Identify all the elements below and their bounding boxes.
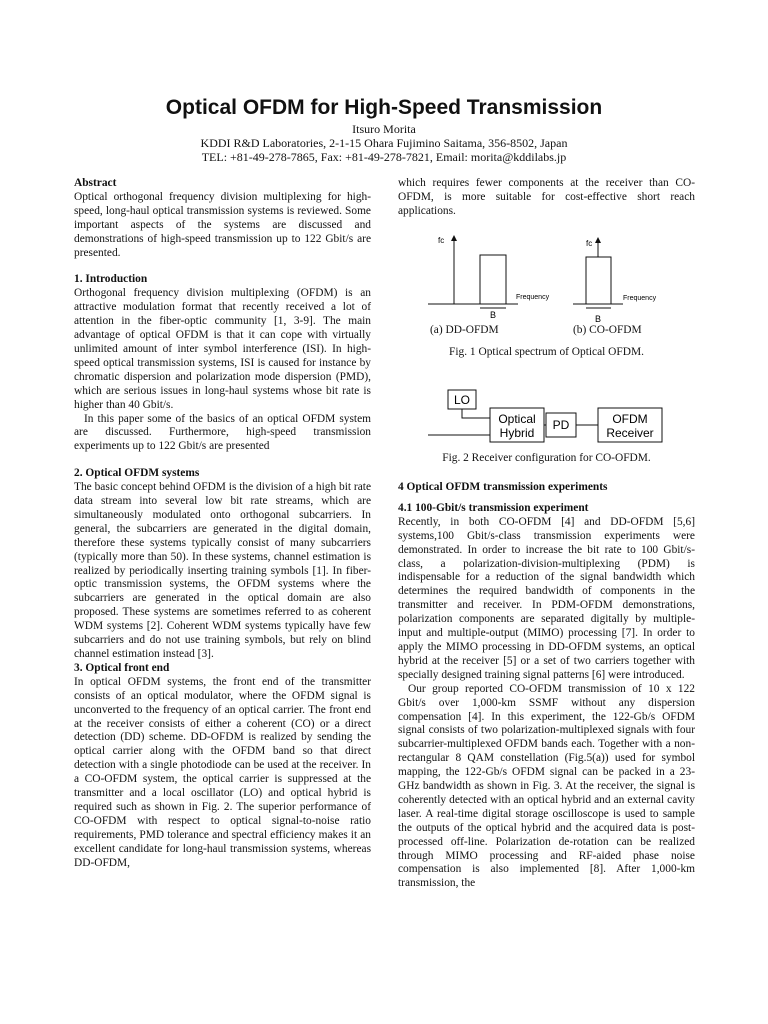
fig1a-ofdm-band [480,255,506,304]
right-intro [398,177,695,219]
lo-label: LO [453,393,471,407]
hybrid-label-2: Hybrid [499,426,535,440]
experiments-heading: 4 Optical OFDM transmission experiments [398,481,608,493]
receiver-label-2: Receiver [606,426,654,440]
receiver-label-1: OFDM [612,412,648,426]
experiments-sub-heading: 4.1 100-Gbit/s transmission experiment [398,501,589,514]
hybrid-label-1: Optical [498,412,536,426]
fig1b-frequency-label: Frequency [623,295,657,302]
pd-label: PD [552,418,570,432]
right-intro-text: which requires fewer components at the receiver than CO-OFDM, is more suitable for cost-effective short reach applications. [398,177,695,217]
abstract-text: Optical orthogonal frequency division multiplexing for high-speed, long-haul optical transmission systems is reviewed. Some important aspects of the systems are discussed and demonstrations of high-speed transmission up to 122 Gbit/s are presented. [74,190,371,259]
author: Itsuro Morita [352,122,416,136]
fig1a-fc-label: fc [438,236,445,245]
fig1-sub-a: (a) DD-OFDM [430,324,499,336]
fig1a-frequency-label: Frequency [516,294,550,301]
intro-paragraph-2: In this paper some of the basics of an optical OFDM system are discussed. Furthermore, high-speed transmission experiments up to 122 Gbit/s are presented [74,412,371,453]
systems-heading: 2. Optical OFDM systems [74,467,200,480]
intro-paragraph-1: Orthogonal frequency division multiplexing (OFDM) is an attractive modulation format that recently received a lot of attention in the fiber-optic community [1, 3-9]. The main advantage of optical OFDM is that it can cope with virtually unlimited amount of inter symbol interference (ISI). In high-speed optical transmission systems, ISI is caused for instance by chromatic dispersion and polarization mode dispersion (PMD), which are serious issues in long-haul systems whose bit rate is higher than 40 Gbit/s. [74,287,371,411]
contact: TEL: +81-49-278-7865, Fax: +81-49-278-7821, Email: morita@kddilabs.jp [201,150,567,164]
intro-heading: 1. Introduction [74,273,148,286]
right-column-section-4 [398,481,695,891]
experiments-paragraph-1: Recently, in both CO-OFDM [4] and DD-OFDM [5,6] systems,100 Gbit/s-class transmission experiments were demonstrated. In order to increase the bit rate to 100 Gbit/s-class, a polarization-division-multiplexing (PDM) is indispensable for a reduction of the signal bandwidth which determines the required bandwidth of components in the transmitter and receiver. In PDM-OFDM demonstrations, polarization components are separated digitally by multiple-input and multiple-output (MIMO) processing [7]. In order to apply the MIMO processing in DD-OFDM systems, an optical hybrid at the receiver [5] or a set of two carriers together with specially designed training signal patterns [6] were introduced. [398,515,695,681]
fig1-caption: Fig. 1 Optical spectrum of Optical OFDM. [449,346,644,358]
paper-title: Optical OFDM for High-Speed Transmission [165,96,603,119]
fig1b-b-label: B [595,314,602,324]
lo-line [462,409,490,418]
fig2-caption: Fig. 2 Receiver configuration for CO-OFDM. [442,452,651,464]
figure-2-receiver [398,380,698,450]
experiments-paragraph-2: Our group reported CO-OFDM transmission of 10 x 122 Gbit/s over 1,000-km SSMF without any dispersion compensation [4]. In this experiment, the 122-Gb/s OFDM signal consists of two polarization-multiplexed signals with four subcarrier-multiplexed OFDM bands each. Together with a non-rectangular 8 QAM constellation (Fig.5(a)) used for symbol mapping, the 122-Gb/s OFDM signal can be packed in a 23-GHz bandwidth as shown in Fig. 3. At the receiver, the signal is coherently detected with an optical hybrid and an external cavity laser. A real-time digital storage oscilloscope is used to sample the outputs of the optical hybrid and the acquired data is post-processed off-line. Polarization de-rotation can be realized through MIMO processing and RF-aided phase noise compensation is also implemented [8]. After 1,000-km transmission, the [398,682,695,890]
fig1b-ofdm-band [586,257,611,304]
fig1a-b-label: B [490,310,497,320]
fig1b-fc-label: fc [586,239,593,248]
left-column [74,177,371,871]
affiliation: KDDI R&D Laboratories, 2-1-15 Ohara Fujimino Saitama, 356-8502, Japan [200,136,568,150]
frontend-paragraph: In optical OFDM systems, the front end of the transmitter consists of an optical modulator, where the OFDM signal is unconverted to the frequency of an optical carrier. The front end at the receiver consists of either a coherent (CO) or a direct detection (DD) scheme. DD-OFDM is realized by sending the optical carrier along with the OFDM band so that direct detection with a single photodiode can be used at the receiver. In a CO-OFDM system, the optical carrier is suppressed at the transmitter and a local oscillator (LO) and optical hybrid is required such as shown in Fig. 2. The superior performance of CO-OFDM with respect to optical signal-to-noise ratio requirements, PMD tolerance and spectral efficiency makes it an excellent candidate for long-haul transmission systems, whereas DD-OFDM, [74,675,371,869]
figure-1-spectrum [398,230,698,330]
abstract-heading: Abstract [74,177,117,189]
fig1-sub-b: (b) CO-OFDM [573,324,642,336]
frontend-heading: 3. Optical front end [74,661,170,674]
systems-paragraph: The basic concept behind OFDM is the division of a high bit rate data stream into several low bit rate streams, which are simultaneously modulated onto orthogonal subcarriers. In general, the subcarriers are generated in the digital domain, therefore these systems typically consist of many subcarriers (typically more than 50). In these systems, channel estimation is realized by periodically inserting training symbols [1]. In fiber-optic transmission systems, the OFDM systems where the subcarriers are generated in the optical domain are also proposed. These systems are sometimes referred to as coherent WDM systems [2]. Coherent WDM systems typically have few subcarriers and do not use training symbols, but rely on blind channel estimation instead [3]. [74,481,371,660]
